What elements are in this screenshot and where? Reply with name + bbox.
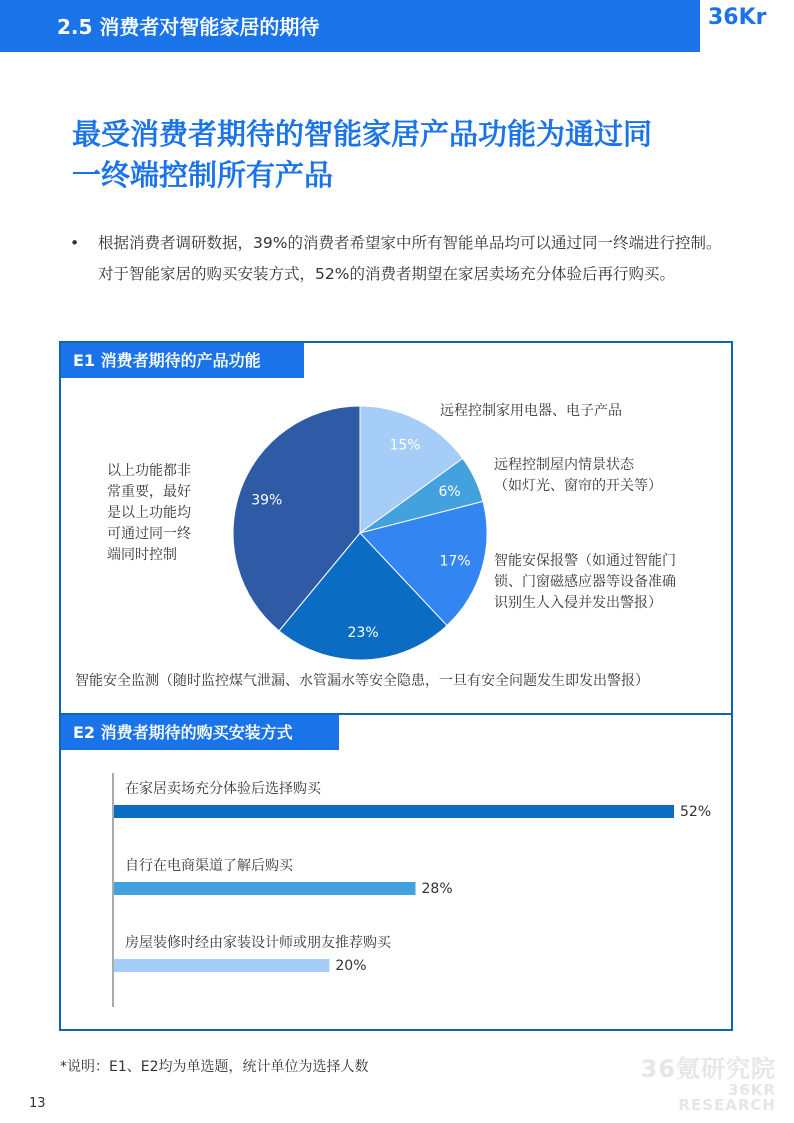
- bar-2: [114, 959, 329, 972]
- pie-slice-label-4: 39%: [251, 492, 283, 509]
- pie-slice-label-3: 23%: [347, 625, 379, 641]
- pie-slice-label-1: 6%: [438, 483, 461, 500]
- bar-category-label-0: 在家居卖场充分体验后选择购买: [125, 781, 321, 797]
- section-header-bar: [0, 0, 700, 52]
- callout-line: 以上功能都非: [107, 463, 191, 479]
- headline-line-2: 一终端控制所有产品: [72, 158, 334, 192]
- bar-category-label-2: 房屋装修时经由家装设计师或朋友推荐购买: [125, 935, 391, 951]
- callout-line: 是以上功能均: [107, 505, 191, 521]
- callout-line: 可通过同一终: [107, 526, 191, 542]
- pie-callout-unified-control: [107, 461, 191, 566]
- callout-line: 远程控制家用电器、电子产品: [440, 403, 622, 419]
- e2-panel: [59, 715, 733, 1031]
- page-number: 13: [29, 1096, 46, 1111]
- page-headline: [72, 114, 752, 196]
- pie-callout-scene-control: [494, 455, 662, 497]
- bar-value-label-1: 28%: [421, 881, 453, 897]
- summary-text: 根据消费者调研数据，39%的消费者希望家中所有智能单品均可以通过同一终端进行控制。对于智能家居的购买安装方式，52%的消费者期望在家居卖场充分体验后再行购买。: [98, 234, 722, 283]
- callout-line: 锁、门窗磁感应器等设备准确: [494, 574, 676, 590]
- bar-category-label-1: 自行在电商渠道了解后购买: [125, 858, 293, 874]
- bar-value-label-2: 20%: [335, 958, 367, 974]
- e2-panel-tag: E2 消费者期待的购买安装方式: [61, 715, 339, 750]
- callout-line: 识别生人入侵并发出警报）: [494, 595, 662, 611]
- bar-0: [114, 805, 674, 818]
- bullet-dot: •: [70, 234, 80, 252]
- e1-panel: [59, 341, 733, 715]
- pie-slice-label-0: 15%: [389, 437, 421, 454]
- pie-callout-remote-appliances: [440, 401, 622, 422]
- bar-1: [114, 882, 416, 895]
- callout-line: （如灯光、窗帘的开关等）: [494, 478, 662, 494]
- bar-value-label-0: 52%: [680, 804, 712, 820]
- watermark-cn: 36氪研究院: [640, 1055, 776, 1083]
- headline-line-1: 最受消费者期待的智能家居产品功能为通过同: [72, 117, 653, 151]
- footnote: *说明：E1、E2均为单选题，统计单位为选择人数: [60, 1059, 369, 1075]
- brand-logo: [706, 4, 794, 52]
- callout-line: 远程控制屋内情景状态: [494, 457, 634, 473]
- callout-line: 智能安保报警（如通过智能门: [494, 553, 676, 569]
- pie-callout-security-alarm: [494, 551, 676, 614]
- pie-callout-safety-monitoring: [75, 671, 649, 692]
- research-watermark: [634, 1057, 776, 1113]
- callout-line: 端同时控制: [107, 547, 177, 563]
- callout-line: 常重要，最好: [107, 484, 191, 500]
- section-title: 2.5 消费者对智能家居的期待: [57, 15, 320, 39]
- pie-slice-label-2: 17%: [439, 553, 471, 570]
- brand-logo-text: 36Kr: [708, 5, 767, 30]
- e1-panel-tag: E1 消费者期待的产品功能: [61, 343, 304, 378]
- callout-line: 智能安全监测（随时监控煤气泄漏、水管漏水等安全隐患，一旦有安全问题发生即发出警报）: [75, 673, 649, 689]
- watermark-en: 36KR RESEARCH: [678, 1081, 776, 1114]
